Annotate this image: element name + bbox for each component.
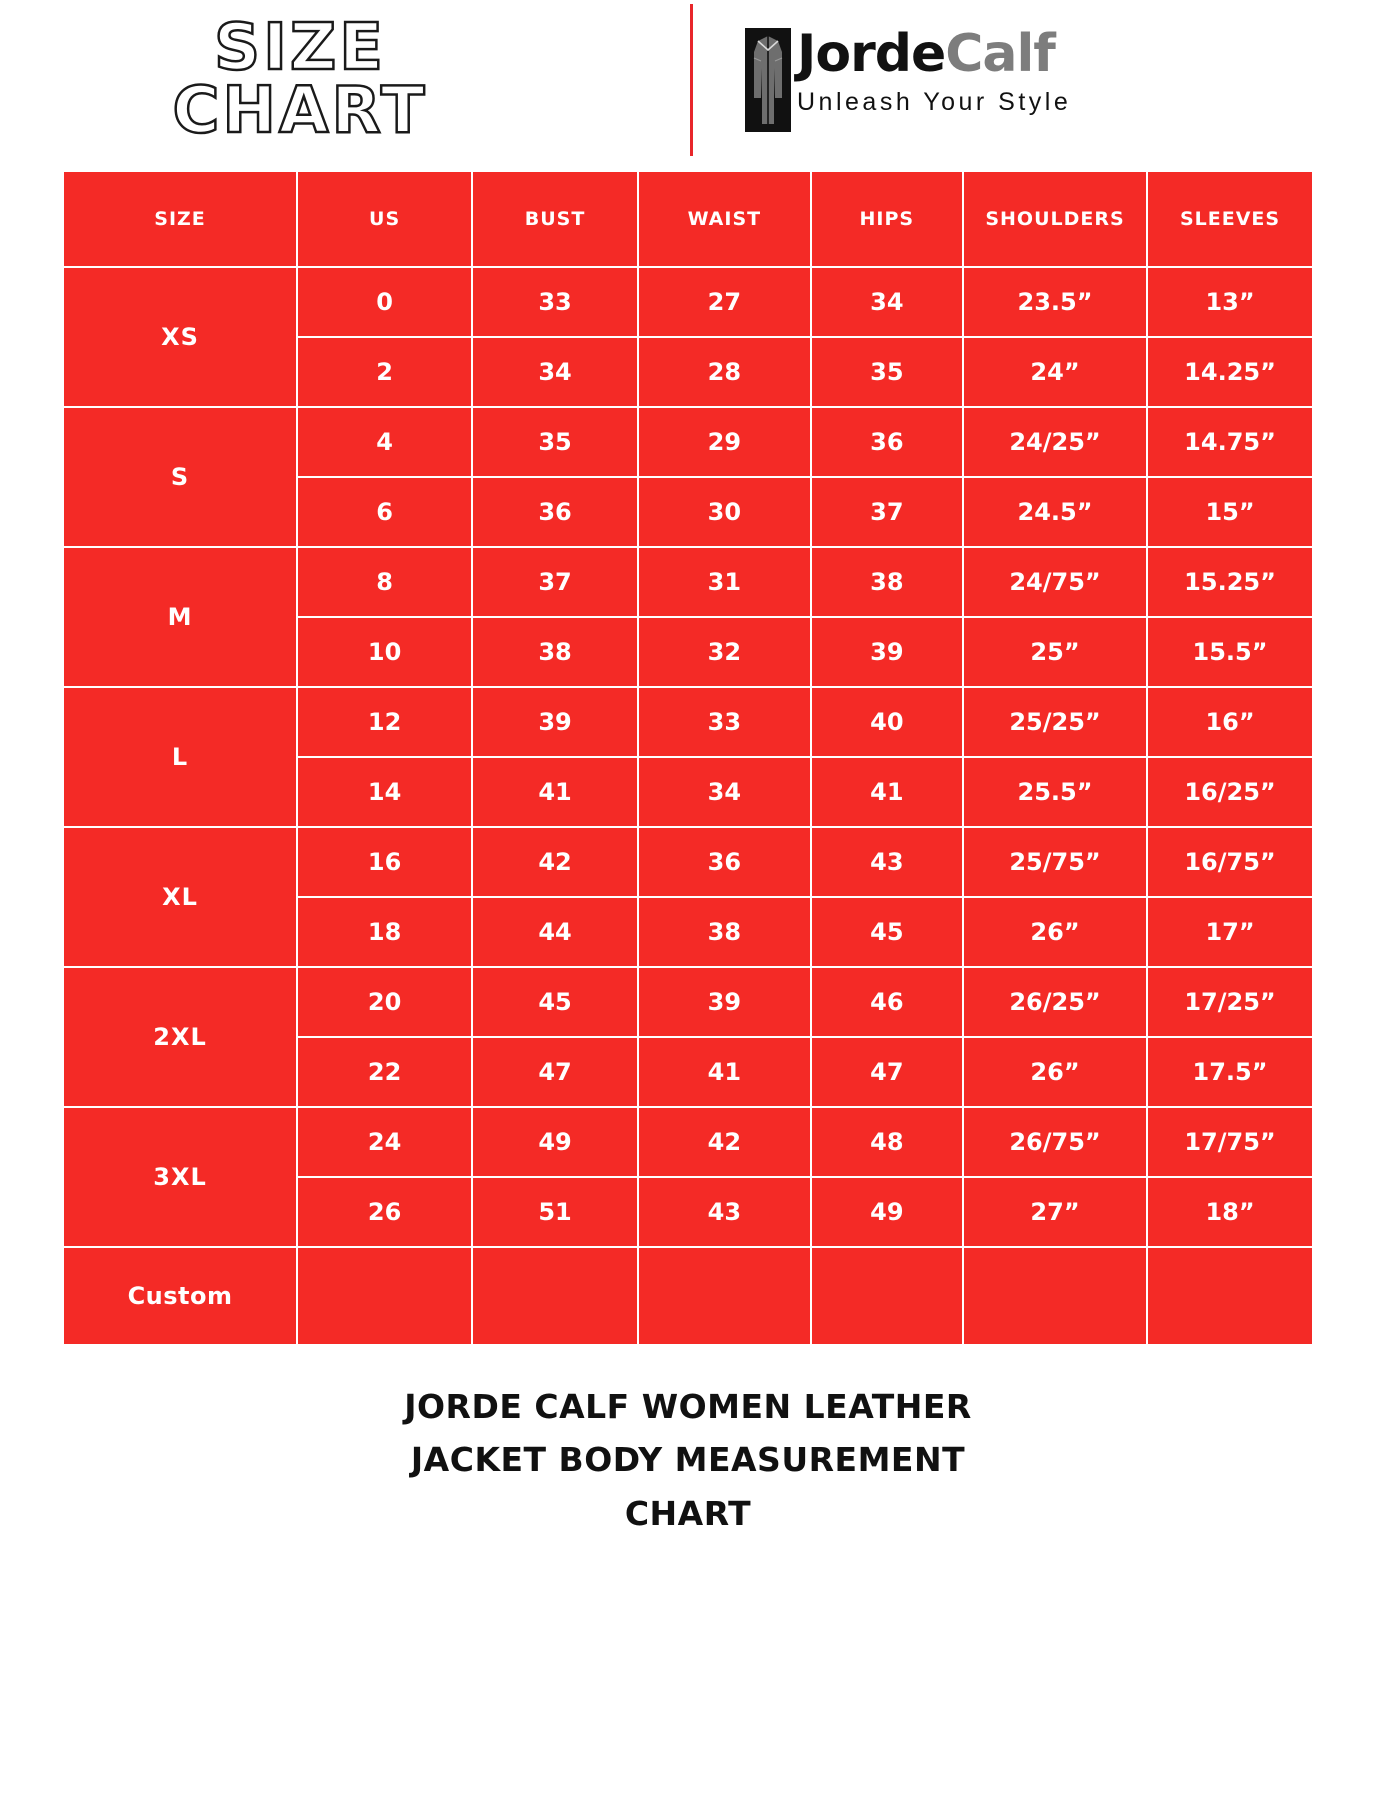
cell-us[interactable] xyxy=(297,1247,472,1345)
cell-us: 26 xyxy=(297,1177,472,1247)
cell-shoulders: 25” xyxy=(963,617,1147,687)
table-row xyxy=(63,1107,1313,1177)
column-header-size: SIZE xyxy=(63,171,297,267)
table-row xyxy=(63,687,1313,757)
size-label-2xl: 2XL xyxy=(63,967,297,1107)
cell-sleeves: 16/25” xyxy=(1147,757,1313,827)
column-header-bust: BUST xyxy=(472,171,638,267)
column-header-shoulders: SHOULDERS xyxy=(963,171,1147,267)
cell-bust: 45 xyxy=(472,967,638,1037)
table-row xyxy=(63,267,1313,337)
cell-shoulders: 26/25” xyxy=(963,967,1147,1037)
column-header-hips: HIPS xyxy=(811,171,963,267)
cell-bust: 44 xyxy=(472,897,638,967)
table-header-row xyxy=(63,171,1313,267)
cell-bust: 47 xyxy=(472,1037,638,1107)
cell-hips: 46 xyxy=(811,967,963,1037)
cell-bust: 41 xyxy=(472,757,638,827)
cell-waist: 31 xyxy=(638,547,811,617)
column-header-sleeves: SLEEVES xyxy=(1147,171,1313,267)
cell-us: 24 xyxy=(297,1107,472,1177)
cell-waist: 29 xyxy=(638,407,811,477)
cell-hips: 39 xyxy=(811,617,963,687)
cell-hips: 48 xyxy=(811,1107,963,1177)
cell-waist: 32 xyxy=(638,617,811,687)
brand-name-second: Calf xyxy=(945,24,1055,84)
cell-sleeves: 14.75” xyxy=(1147,407,1313,477)
cell-waist[interactable] xyxy=(638,1247,811,1345)
cell-sleeves[interactable] xyxy=(1147,1247,1313,1345)
cell-shoulders: 27” xyxy=(963,1177,1147,1247)
cell-sleeves: 17” xyxy=(1147,897,1313,967)
cell-hips[interactable] xyxy=(811,1247,963,1345)
table-row xyxy=(63,407,1313,477)
page-header xyxy=(0,0,1376,160)
cell-shoulders[interactable] xyxy=(963,1247,1147,1345)
cell-us: 18 xyxy=(297,897,472,967)
cell-bust: 39 xyxy=(472,687,638,757)
cell-shoulders: 25/25” xyxy=(963,687,1147,757)
cell-hips: 34 xyxy=(811,267,963,337)
table-row-custom xyxy=(63,1247,1313,1345)
cell-sleeves: 17/25” xyxy=(1147,967,1313,1037)
size-label-m: M xyxy=(63,547,297,687)
cell-sleeves: 14.25” xyxy=(1147,337,1313,407)
cell-sleeves: 18” xyxy=(1147,1177,1313,1247)
cell-bust: 36 xyxy=(472,477,638,547)
cell-bust: 38 xyxy=(472,617,638,687)
size-label-s: S xyxy=(63,407,297,547)
footer-caption xyxy=(0,1380,1376,1540)
brand-name-first: Jorde xyxy=(797,24,946,84)
cell-us: 14 xyxy=(297,757,472,827)
cell-hips: 35 xyxy=(811,337,963,407)
cell-hips: 47 xyxy=(811,1037,963,1107)
cell-sleeves: 16/75” xyxy=(1147,827,1313,897)
size-label-3xl: 3XL xyxy=(63,1107,297,1247)
cell-us: 4 xyxy=(297,407,472,477)
table-row xyxy=(63,547,1313,617)
cell-sleeves: 15” xyxy=(1147,477,1313,547)
cell-us: 12 xyxy=(297,687,472,757)
cell-us: 8 xyxy=(297,547,472,617)
leather-jacket-icon xyxy=(745,28,791,132)
size-label-xl: XL xyxy=(63,827,297,967)
cell-waist: 34 xyxy=(638,757,811,827)
cell-shoulders: 24” xyxy=(963,337,1147,407)
cell-us: 0 xyxy=(297,267,472,337)
table-body xyxy=(63,267,1313,1345)
cell-sleeves: 15.25” xyxy=(1147,547,1313,617)
size-chart-table-wrapper xyxy=(62,170,1314,1346)
cell-us: 10 xyxy=(297,617,472,687)
cell-waist: 27 xyxy=(638,267,811,337)
cell-hips: 41 xyxy=(811,757,963,827)
cell-sleeves: 16” xyxy=(1147,687,1313,757)
size-label-xs: XS xyxy=(63,267,297,407)
size-label-l: L xyxy=(63,687,297,827)
cell-shoulders: 23.5” xyxy=(963,267,1147,337)
cell-bust: 51 xyxy=(472,1177,638,1247)
cell-sleeves: 13” xyxy=(1147,267,1313,337)
table-row xyxy=(63,827,1313,897)
column-header-waist: WAIST xyxy=(638,171,811,267)
cell-sleeves: 17.5” xyxy=(1147,1037,1313,1107)
title-line-chart: CHART xyxy=(172,74,428,148)
cell-waist: 38 xyxy=(638,897,811,967)
cell-hips: 40 xyxy=(811,687,963,757)
cell-waist: 41 xyxy=(638,1037,811,1107)
cell-shoulders: 24.5” xyxy=(963,477,1147,547)
cell-bust: 49 xyxy=(472,1107,638,1177)
cell-waist: 30 xyxy=(638,477,811,547)
cell-bust: 33 xyxy=(472,267,638,337)
cell-shoulders: 24/75” xyxy=(963,547,1147,617)
cell-shoulders: 25.5” xyxy=(963,757,1147,827)
cell-us: 22 xyxy=(297,1037,472,1107)
cell-hips: 36 xyxy=(811,407,963,477)
cell-shoulders: 26/75” xyxy=(963,1107,1147,1177)
cell-shoulders: 24/25” xyxy=(963,407,1147,477)
cell-waist: 42 xyxy=(638,1107,811,1177)
cell-waist: 28 xyxy=(638,337,811,407)
cell-us: 20 xyxy=(297,967,472,1037)
brand-name xyxy=(797,24,1071,84)
cell-waist: 33 xyxy=(638,687,811,757)
cell-shoulders: 26” xyxy=(963,1037,1147,1107)
cell-bust: 35 xyxy=(472,407,638,477)
cell-hips: 38 xyxy=(811,547,963,617)
size-chart-title xyxy=(0,11,690,148)
table-row xyxy=(63,967,1313,1037)
cell-waist: 43 xyxy=(638,1177,811,1247)
brand-tagline: Unleash Your Style xyxy=(797,88,1072,116)
cell-us: 2 xyxy=(297,337,472,407)
cell-bust: 34 xyxy=(472,337,638,407)
cell-shoulders: 26” xyxy=(963,897,1147,967)
footer-line-1: JORDE CALF WOMEN LEATHER xyxy=(404,1387,972,1426)
cell-us: 16 xyxy=(297,827,472,897)
cell-bust: 37 xyxy=(472,547,638,617)
footer-line-2: JACKET BODY MEASUREMENT xyxy=(410,1440,966,1480)
brand-logo xyxy=(693,24,1376,132)
cell-hips: 49 xyxy=(811,1177,963,1247)
size-label-custom: Custom xyxy=(63,1247,297,1345)
cell-hips: 43 xyxy=(811,827,963,897)
cell-bust: 42 xyxy=(472,827,638,897)
column-header-us: US xyxy=(297,171,472,267)
cell-sleeves: 17/75” xyxy=(1147,1107,1313,1177)
cell-hips: 37 xyxy=(811,477,963,547)
cell-waist: 36 xyxy=(638,827,811,897)
size-chart-table xyxy=(62,170,1314,1346)
cell-shoulders: 25/75” xyxy=(963,827,1147,897)
cell-bust[interactable] xyxy=(472,1247,638,1345)
title-line-size: SIZE xyxy=(213,11,387,86)
cell-waist: 39 xyxy=(638,967,811,1037)
footer-line-3: CHART xyxy=(624,1493,752,1533)
cell-hips: 45 xyxy=(811,897,963,967)
cell-sleeves: 15.5” xyxy=(1147,617,1313,687)
cell-us: 6 xyxy=(297,477,472,547)
